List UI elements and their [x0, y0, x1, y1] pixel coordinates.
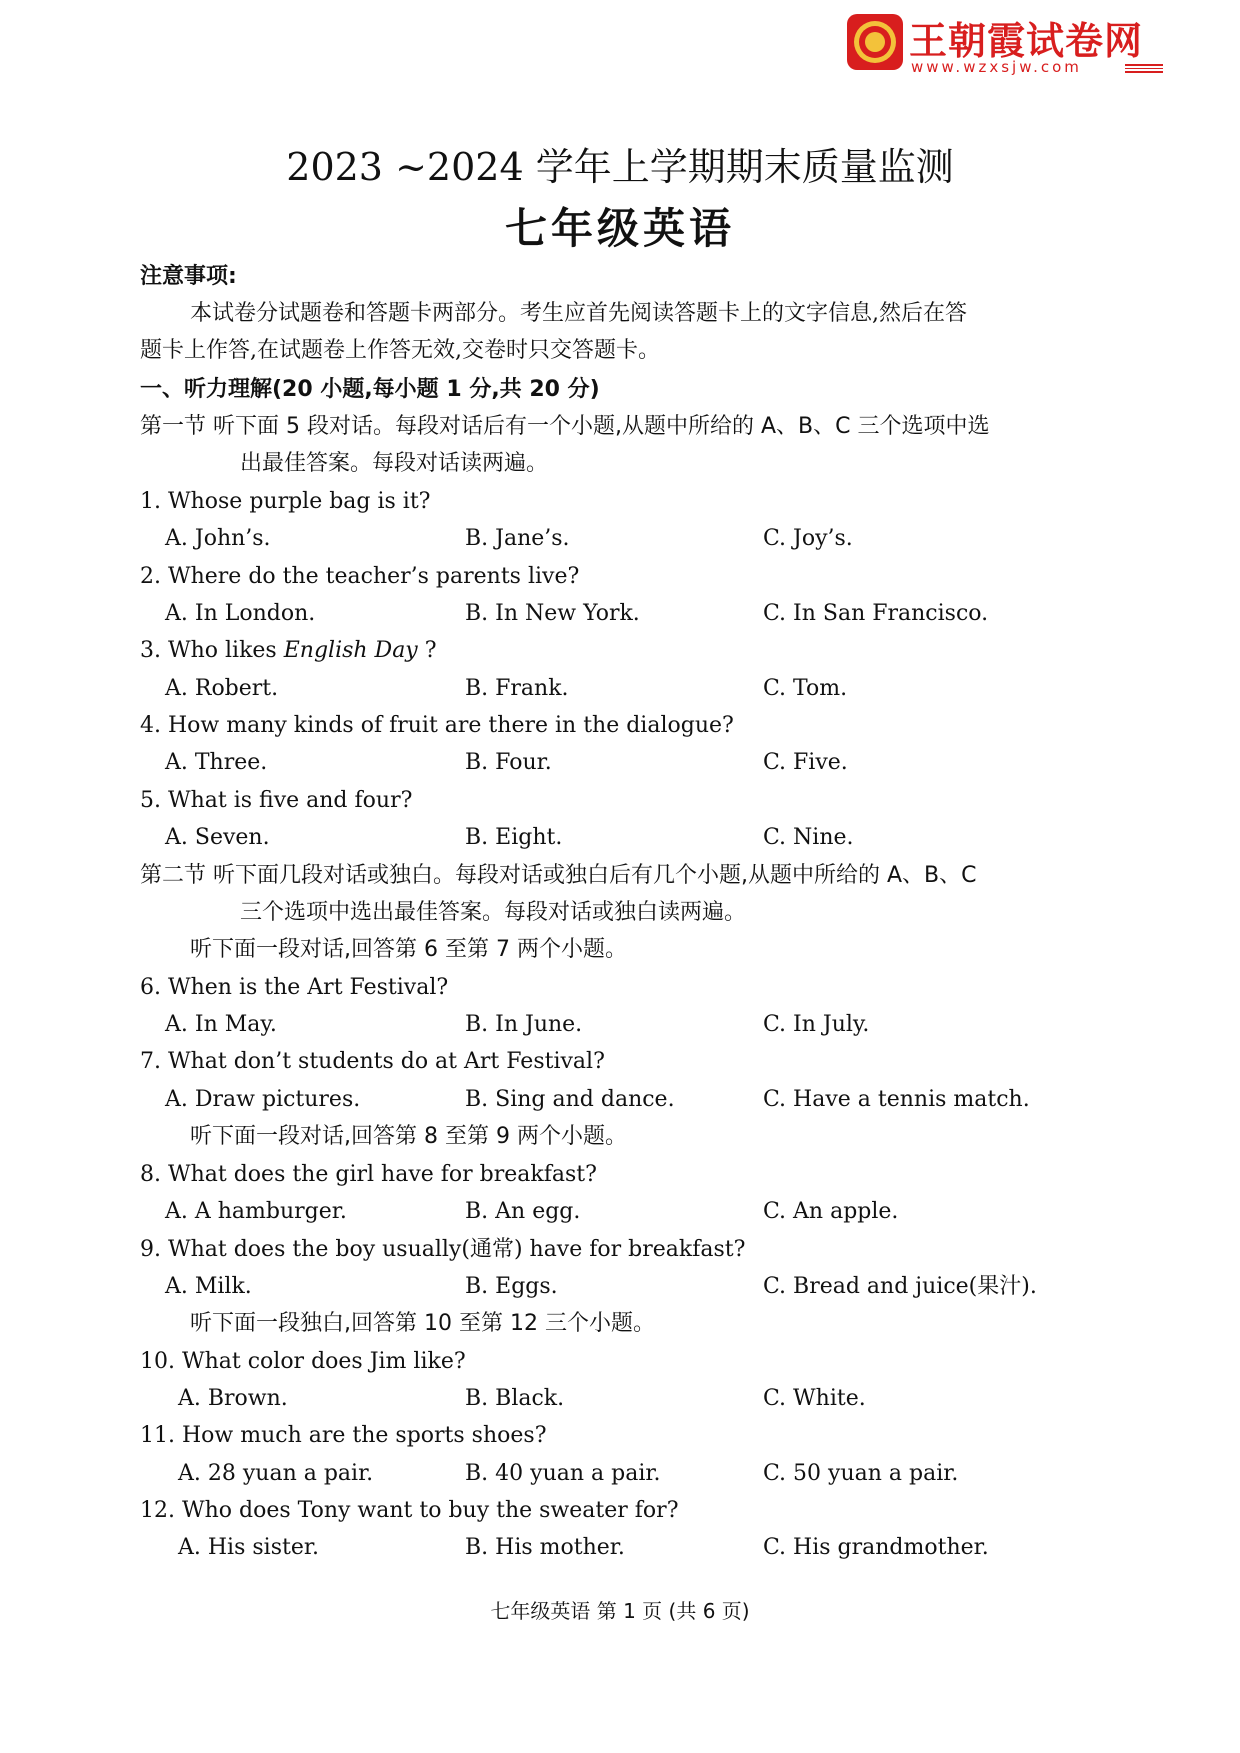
question-12: 12. Who does Tony want to buy the sweater for?	[140, 1498, 679, 1523]
site-logo	[845, 10, 1165, 74]
q7-option-b: B. Sing and dance.	[465, 1087, 675, 1112]
q9-option-c: C. Bread and juice(果汁).	[763, 1274, 1037, 1299]
q9-option-a: A. Milk.	[165, 1274, 252, 1299]
notice-line-2: 题卡上作答,在试题卷上作答无效,交卷时只交答题卡。	[140, 338, 660, 363]
q8-option-a: A. A hamburger.	[165, 1199, 347, 1224]
question-3-prefix: 3. Who likes	[140, 638, 284, 663]
question-9: 9. What does the boy usually(通常) have for breakfast?	[140, 1237, 746, 1262]
q11-option-c: C. 50 yuan a pair.	[763, 1461, 959, 1486]
q7-option-a: A. Draw pictures.	[165, 1087, 361, 1112]
question-3-title: English Day	[283, 638, 418, 663]
logo-lines	[1125, 64, 1163, 72]
q9-option-b: B. Eggs.	[465, 1274, 558, 1299]
question-1: 1. Whose purple bag is it?	[140, 489, 431, 514]
question-8: 8. What does the girl have for breakfast?	[140, 1162, 597, 1187]
question-4: 4. How many kinds of fruit are there in the dialogue?	[140, 713, 734, 738]
q8-option-b: B. An egg.	[465, 1199, 581, 1224]
section1-line-2: 出最佳答案。每段对话读两遍。	[240, 451, 549, 476]
question-11: 11. How much are the sports shoes?	[140, 1423, 547, 1448]
q5-option-b: B. Eight.	[465, 825, 563, 850]
q2-option-b: B. In New York.	[465, 601, 640, 626]
logo-url: www.wzxsjw.com	[911, 58, 1082, 76]
q1-option-a: A. John’s.	[165, 526, 271, 551]
instruction-10-12: 听下面一段独白,回答第 10 至第 12 三个小题。	[190, 1311, 655, 1336]
q2-option-c: C. In San Francisco.	[763, 601, 989, 626]
q4-option-a: A. Three.	[165, 750, 268, 775]
q12-option-a: A. His sister.	[178, 1535, 319, 1560]
q11-option-a: A. 28 yuan a pair.	[178, 1461, 374, 1486]
instruction-8-9: 听下面一段对话,回答第 8 至第 9 两个小题。	[190, 1124, 627, 1149]
exam-subtitle: 七年级英语	[504, 204, 735, 253]
page-footer: 七年级英语 第 1 页 (共 6 页)	[490, 1599, 750, 1623]
question-7: 7. What don’t students do at Art Festival?	[140, 1049, 605, 1074]
exam-title: 2023 ~2024 学年上学期期末质量监测	[286, 145, 954, 189]
q3-option-c: C. Tom.	[763, 676, 848, 701]
q11-option-b: B. 40 yuan a pair.	[465, 1461, 661, 1486]
seal-icon	[845, 12, 905, 72]
q1-option-c: C. Joy’s.	[763, 526, 853, 551]
q1-option-b: B. Jane’s.	[465, 526, 570, 551]
notice-heading: 注意事项:	[140, 264, 237, 289]
q4-option-b: B. Four.	[465, 750, 552, 775]
q4-option-c: C. Five.	[763, 750, 848, 775]
question-3-suffix: ?	[417, 638, 437, 663]
q12-option-b: B. His mother.	[465, 1535, 625, 1560]
instruction-6-7: 听下面一段对话,回答第 6 至第 7 两个小题。	[190, 937, 627, 962]
question-6: 6. When is the Art Festival?	[140, 975, 449, 1000]
q7-option-c: C. Have a tennis match.	[763, 1087, 1030, 1112]
q10-option-b: B. Black.	[465, 1386, 565, 1411]
notice-line-1: 本试卷分试题卷和答题卡两部分。考生应首先阅读答题卡上的文字信息,然后在答	[190, 301, 967, 326]
q6-option-b: B. In June.	[465, 1012, 583, 1037]
question-2: 2. Where do the teacher’s parents live?	[140, 564, 580, 589]
q2-option-a: A. In London.	[165, 601, 316, 626]
q10-option-c: C. White.	[763, 1386, 866, 1411]
q10-option-a: A. Brown.	[178, 1386, 288, 1411]
part1-heading: 一、听力理解(20 小题,每小题 1 分,共 20 分)	[140, 377, 600, 402]
question-5: 5. What is five and four?	[140, 788, 413, 813]
q3-option-b: B. Frank.	[465, 676, 569, 701]
q6-option-c: C. In July.	[763, 1012, 870, 1037]
q12-option-c: C. His grandmother.	[763, 1535, 989, 1560]
question-3	[140, 636, 437, 666]
q5-option-c: C. Nine.	[763, 825, 854, 850]
q5-option-a: A. Seven.	[165, 825, 270, 850]
q3-option-a: A. Robert.	[165, 676, 279, 701]
logo-name: 王朝霞试卷网	[909, 19, 1144, 63]
section2-line-2: 三个选项中选出最佳答案。每段对话或独白读两遍。	[240, 900, 747, 925]
section2-line-1: 第二节 听下面几段对话或独白。每段对话或独白后有几个小题,从题中所给的 A、B、C	[140, 863, 977, 888]
question-10: 10. What color does Jim like?	[140, 1349, 466, 1374]
q8-option-c: C. An apple.	[763, 1199, 899, 1224]
q6-option-a: A. In May.	[165, 1012, 277, 1037]
section1-line-1: 第一节 听下面 5 段对话。每段对话后有一个小题,从题中所给的 A、B、C 三个选项中选	[140, 414, 990, 439]
